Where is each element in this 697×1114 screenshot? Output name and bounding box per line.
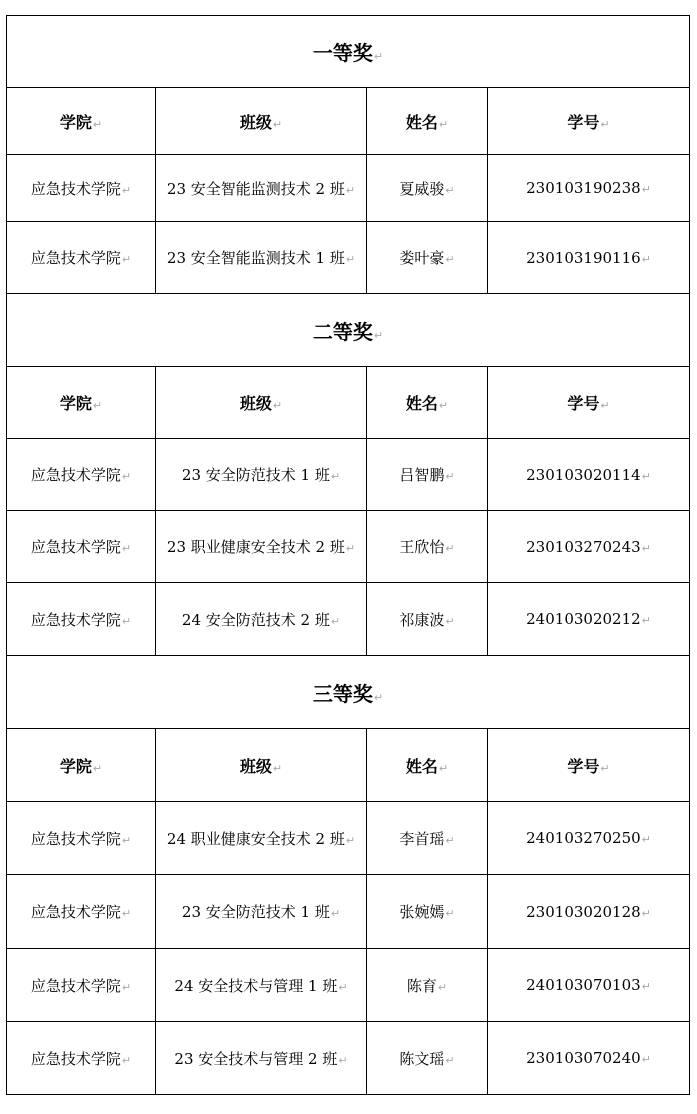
- cell-text: 李首瑶: [399, 829, 445, 848]
- cell-name: [367, 439, 488, 511]
- header-student-id: [488, 729, 690, 802]
- paragraph-mark-icon: [122, 253, 131, 266]
- cell-text: 230103020114: [526, 465, 641, 484]
- paragraph-mark-icon: [439, 399, 448, 412]
- cell-text: 应急技术学院: [30, 903, 121, 921]
- cell-text: 23 安全防范技术 1 班: [181, 903, 330, 921]
- header-name: [367, 367, 488, 439]
- cell-text: 23 安全智能监测技术 1 班: [166, 249, 345, 267]
- paragraph-mark-icon: [445, 907, 454, 920]
- paragraph-mark-icon: [273, 762, 282, 775]
- paragraph-mark-icon: [122, 907, 131, 920]
- header-label: 班级: [239, 394, 272, 413]
- section-title-cell: [7, 16, 690, 88]
- header-label: 学院: [59, 112, 92, 132]
- paragraph-mark-icon: [438, 981, 447, 994]
- paragraph-mark-icon: [445, 1054, 454, 1067]
- cell-text: 夏威骏: [399, 179, 445, 198]
- cell-text: 23 安全防范技术 1 班: [181, 466, 330, 484]
- paragraph-mark-icon: [346, 253, 355, 266]
- cell-text: 应急技术学院: [30, 1049, 121, 1068]
- paragraph-mark-icon: [122, 1054, 131, 1067]
- header-college: [7, 367, 156, 439]
- paragraph-mark-icon: [122, 615, 131, 628]
- cell-name: [367, 155, 488, 222]
- paragraph-mark-icon: [642, 1053, 651, 1066]
- paragraph-mark-icon: [273, 399, 282, 412]
- paragraph-mark-icon: [374, 329, 383, 342]
- paragraph-mark-icon: [93, 762, 102, 775]
- header-row: [7, 729, 690, 802]
- paragraph-mark-icon: [338, 1054, 347, 1067]
- paragraph-mark-icon: [439, 118, 448, 131]
- award-table-body: [7, 16, 690, 1095]
- paragraph-mark-icon: [374, 50, 383, 63]
- table-row: [7, 583, 690, 656]
- paragraph-mark-icon: [122, 981, 131, 994]
- cell-college: [7, 511, 156, 583]
- header-college: [7, 729, 156, 802]
- cell-student-id: [488, 875, 690, 949]
- cell-class: [156, 875, 367, 949]
- paragraph-mark-icon: [331, 615, 340, 628]
- table-row: [7, 949, 690, 1022]
- paragraph-mark-icon: [346, 834, 355, 847]
- header-class: [156, 367, 367, 439]
- header-label: 姓名: [405, 112, 438, 132]
- header-college: [7, 88, 156, 155]
- cell-student-id: [488, 583, 690, 656]
- cell-name: [367, 511, 488, 583]
- cell-text: 张婉嫣: [399, 903, 445, 921]
- cell-college: [7, 802, 156, 875]
- cell-text: 应急技术学院: [30, 976, 121, 995]
- paragraph-mark-icon: [93, 118, 102, 131]
- cell-college: [7, 949, 156, 1022]
- cell-student-id: [488, 511, 690, 583]
- paragraph-mark-icon: [346, 184, 355, 197]
- paragraph-mark-icon: [445, 253, 454, 266]
- cell-student-id: [488, 222, 690, 294]
- cell-name: [367, 222, 488, 294]
- paragraph-mark-icon: [273, 118, 282, 131]
- paragraph-mark-icon: [346, 542, 355, 555]
- paragraph-mark-icon: [374, 691, 383, 704]
- header-label: 姓名: [405, 394, 438, 413]
- cell-text: 23 安全智能监测技术 2 班: [166, 179, 345, 198]
- paragraph-mark-icon: [445, 470, 454, 483]
- header-label: 班级: [239, 112, 272, 132]
- section-title: 一等奖: [312, 41, 373, 65]
- cell-text: 应急技术学院: [30, 179, 121, 198]
- cell-class: [156, 1022, 367, 1095]
- paragraph-mark-icon: [93, 399, 102, 412]
- section-title: 三等奖: [312, 681, 373, 706]
- table-row: [7, 511, 690, 583]
- cell-college: [7, 1022, 156, 1095]
- cell-text: 吕智鹏: [399, 466, 445, 484]
- cell-text: 应急技术学院: [30, 829, 121, 848]
- cell-class: [156, 949, 367, 1022]
- cell-text: 23 安全技术与管理 2 班: [174, 1049, 338, 1068]
- table-row: [7, 222, 690, 294]
- cell-student-id: [488, 949, 690, 1022]
- paragraph-mark-icon: [122, 542, 131, 555]
- cell-text: 240103270250: [526, 829, 641, 847]
- paragraph-mark-icon: [122, 470, 131, 483]
- paragraph-mark-icon: [642, 614, 651, 627]
- header-label: 学院: [59, 394, 92, 413]
- section-title-row: [7, 16, 690, 88]
- paragraph-mark-icon: [600, 118, 609, 131]
- cell-student-id: [488, 802, 690, 875]
- paragraph-mark-icon: [331, 907, 340, 920]
- cell-text: 应急技术学院: [30, 249, 121, 267]
- cell-name: [367, 875, 488, 949]
- paragraph-mark-icon: [338, 981, 347, 994]
- paragraph-mark-icon: [600, 762, 609, 775]
- header-label: 学号: [567, 112, 600, 132]
- cell-student-id: [488, 155, 690, 222]
- table-row: [7, 155, 690, 222]
- cell-text: 娄叶豪: [399, 249, 445, 267]
- paragraph-mark-icon: [600, 399, 609, 412]
- cell-class: [156, 439, 367, 511]
- paragraph-mark-icon: [331, 470, 340, 483]
- paragraph-mark-icon: [445, 834, 454, 847]
- cell-text: 应急技术学院: [30, 538, 121, 556]
- paragraph-mark-icon: [445, 615, 454, 628]
- header-name: [367, 729, 488, 802]
- header-label: 学号: [567, 756, 600, 776]
- header-student-id: [488, 88, 690, 155]
- cell-text: 24 安全技术与管理 1 班: [174, 976, 338, 995]
- paragraph-mark-icon: [642, 833, 651, 846]
- cell-text: 230103070240: [526, 1049, 641, 1067]
- cell-text: 230103190238: [526, 179, 641, 197]
- cell-text: 应急技术学院: [30, 466, 121, 484]
- header-row: [7, 367, 690, 439]
- header-student-id: [488, 367, 690, 439]
- award-table: [6, 15, 690, 1095]
- paragraph-mark-icon: [642, 183, 651, 196]
- cell-text: 祁康波: [399, 610, 445, 629]
- table-row: [7, 802, 690, 875]
- header-label: 班级: [239, 756, 272, 776]
- cell-class: [156, 155, 367, 222]
- table-row: [7, 1022, 690, 1095]
- paragraph-mark-icon: [439, 762, 448, 775]
- cell-class: [156, 511, 367, 583]
- cell-college: [7, 439, 156, 511]
- section-title-cell: [7, 656, 690, 729]
- cell-name: [367, 802, 488, 875]
- header-label: 姓名: [405, 756, 438, 776]
- cell-class: [156, 222, 367, 294]
- paragraph-mark-icon: [122, 184, 131, 197]
- section-title-row: [7, 656, 690, 729]
- cell-text: 应急技术学院: [30, 610, 121, 629]
- cell-college: [7, 155, 156, 222]
- cell-text: 23 职业健康安全技术 2 班: [166, 538, 345, 556]
- paragraph-mark-icon: [642, 470, 651, 483]
- cell-class: [156, 583, 367, 656]
- cell-text: 240103070103: [526, 976, 641, 994]
- paragraph-mark-icon: [122, 834, 131, 847]
- paragraph-mark-icon: [445, 542, 454, 555]
- header-label: 学号: [567, 394, 600, 413]
- header-row: [7, 88, 690, 155]
- cell-text: 陈育: [406, 976, 437, 995]
- cell-student-id: [488, 1022, 690, 1095]
- header-class: [156, 729, 367, 802]
- section-title-cell: [7, 294, 690, 367]
- cell-text: 王欣怡: [399, 538, 445, 556]
- cell-name: [367, 1022, 488, 1095]
- table-row: [7, 875, 690, 949]
- section-title-row: [7, 294, 690, 367]
- cell-text: 24 职业健康安全技术 2 班: [166, 829, 345, 848]
- header-class: [156, 88, 367, 155]
- cell-college: [7, 222, 156, 294]
- cell-name: [367, 583, 488, 656]
- paragraph-mark-icon: [445, 184, 454, 197]
- table-row: [7, 439, 690, 511]
- paragraph-mark-icon: [642, 907, 651, 920]
- cell-college: [7, 583, 156, 656]
- cell-text: 230103190116: [526, 248, 641, 267]
- cell-name: [367, 949, 488, 1022]
- paragraph-mark-icon: [642, 980, 651, 993]
- cell-text: 陈文瑶: [399, 1049, 445, 1068]
- cell-college: [7, 875, 156, 949]
- cell-student-id: [488, 439, 690, 511]
- paragraph-mark-icon: [642, 253, 651, 266]
- cell-text: 24 安全防范技术 2 班: [181, 610, 330, 629]
- cell-class: [156, 802, 367, 875]
- paragraph-mark-icon: [642, 542, 651, 555]
- header-name: [367, 88, 488, 155]
- cell-text: 230103020128: [526, 902, 641, 921]
- cell-text: 240103020212: [526, 610, 641, 628]
- header-label: 学院: [59, 756, 92, 776]
- cell-text: 230103270243: [526, 537, 641, 556]
- section-title: 二等奖: [312, 319, 373, 344]
